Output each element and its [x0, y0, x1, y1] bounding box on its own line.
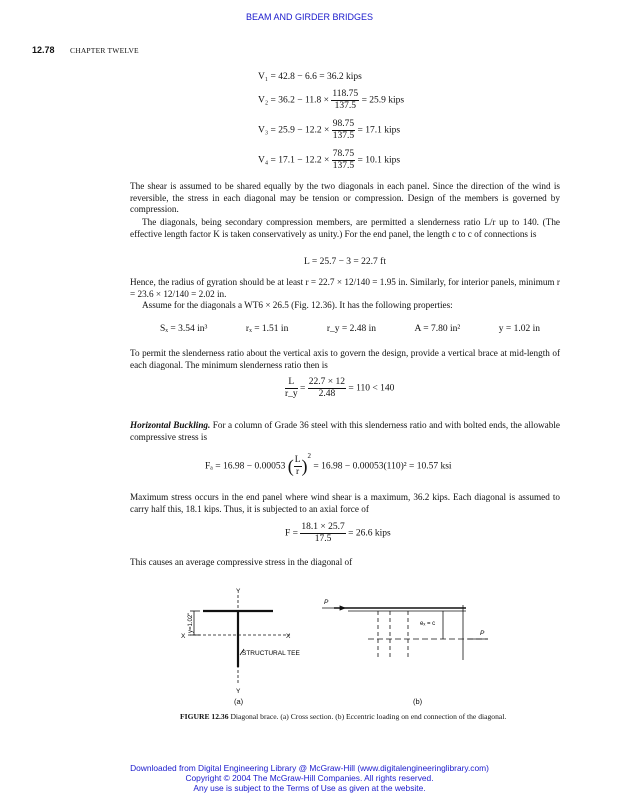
subfigure-a-label: (a) [234, 697, 244, 706]
slenderness-lhs [285, 377, 298, 400]
equation-v1: V₁ = 42.8 − 6.6 = 36.2 kips [258, 72, 362, 82]
paragraph-shear: The shear is assumed to be shared equally by the two diagonals in each panel. Since the direction of the wind is reversible, the stress in each diagonal may be tension or compression. Design of the members is governed by compression. [130, 181, 560, 215]
paragraph-average-stress: This causes an average compressive stress in the diagonal of [130, 557, 353, 567]
property-sx: Sₓ = 3.54 in³ [160, 324, 208, 334]
fa-fraction-num: L [294, 455, 301, 465]
figure-a-cross-section [170, 585, 330, 700]
property-ry: r_y = 2.48 in [326, 324, 377, 334]
f-fraction [300, 522, 345, 545]
v2-result: = 25.9 kips [361, 95, 405, 106]
label-x-right: X [286, 633, 291, 640]
equation-length: L = 25.7 − 3 = 22.7 ft [304, 257, 386, 267]
equation-v2 [258, 89, 404, 112]
f-fraction-num: 18.1 × 25.7 [301, 522, 345, 532]
v4-prefix: V₄ = 17.1 − 12.2 × [258, 155, 330, 166]
figure-caption [180, 712, 510, 722]
f-fraction-den: 17.5 [314, 534, 332, 544]
section-properties [160, 324, 540, 334]
footer-copyright[interactable]: Copyright © 2004 The McGraw-Hill Companies. All rights reserved. [185, 773, 434, 783]
v4-fraction [332, 149, 355, 172]
equation-allowable-stress [205, 451, 452, 478]
v4-denominator: 137.5 [332, 161, 355, 171]
fa-result: = 16.98 − 0.00053(110)² = 10.57 ksi [313, 461, 452, 472]
chapter-title: CHAPTER TWELVE [70, 46, 139, 55]
property-area: A = 7.80 in² [414, 324, 461, 334]
label-p-top: P [324, 599, 329, 606]
equation-axial-force [285, 522, 391, 545]
f-result: = 26.6 kips [348, 528, 391, 539]
tee-label: STRUCTURAL TEE [242, 650, 300, 657]
footer-download-link[interactable]: Downloaded from Digital Engineering Library @ McGraw-Hill (www.digitalengineeringlibrary.com) [130, 763, 489, 773]
dimension-label: y=1.02" [188, 612, 194, 633]
slenderness-lhs-den: r_y [285, 389, 298, 399]
equation-v3 [258, 119, 400, 142]
v2-prefix: V₂ = 36.2 − 11.8 × [258, 95, 330, 106]
label-y-bottom: Y [236, 688, 241, 695]
v2-numerator: 118.75 [332, 89, 359, 99]
page-number: 12.78 [32, 45, 55, 55]
v4-result: = 10.1 kips [357, 155, 401, 166]
running-head: BEAM AND GIRDER BRIDGES [245, 12, 374, 22]
paragraph-gyration: Hence, the radius of gyration should be at least r = 22.7 × 12/140 = 1.95 in. Similarly, for interior panels, minimum r = 23.6 × 12/140 = 2.02 in. [130, 277, 560, 299]
paren-left: ( [287, 456, 294, 476]
paragraph-slenderness: To permit the slenderness ratio about the vertical axis to govern the design, provide a vertical brace at mid-length of each diagonal. The minimum slenderness ratio then is [130, 348, 560, 370]
label-p-right: P [480, 630, 485, 637]
slenderness-rhs [308, 377, 346, 400]
v2-fraction [331, 89, 359, 112]
eccentricity-label: eₓ = c [420, 621, 436, 627]
paragraph-diagonals: The diagonals, being secondary compression members, are permitted a slenderness ratio L/r up to 140. (The effective length factor K is taken conservatively as unity.) For the end panel, the length c to c of connections is [130, 217, 560, 239]
label-y-top: Y [236, 588, 241, 595]
property-rx: rₓ = 1.51 in [245, 324, 289, 334]
v4-numerator: 78.75 [332, 149, 355, 159]
paren-right: ) [301, 456, 308, 476]
label-x-left: X [181, 633, 186, 640]
paragraph-assume: Assume for the diagonals a WT6 × 26.5 (Fig. 12.36). It has the following properties: [142, 300, 453, 310]
slenderness-result: = 110 < 140 [348, 383, 395, 394]
fa-fraction-den: r [296, 467, 300, 477]
slenderness-lhs-num: L [285, 377, 298, 389]
fa-exponent: 2 [307, 451, 312, 460]
property-y: y = 1.02 in [498, 324, 540, 334]
equation-slenderness [285, 377, 394, 400]
paragraph-max-stress: Maximum stress occurs in the end panel where wind shear is a maximum, 36.2 kips. Each diagonal is assumed to carry half this, 18.1 kips. Thus, it is subjected to an axial force of [130, 492, 560, 514]
f-prefix: F = [285, 528, 299, 539]
caption-label: FIGURE 12.36 [180, 712, 229, 721]
equation-v4 [258, 149, 400, 172]
slenderness-rhs-den: 2.48 [318, 389, 336, 399]
v3-result: = 17.1 kips [357, 125, 401, 136]
fa-fraction [294, 455, 302, 478]
paragraph-horizontal-buckling [130, 420, 560, 443]
v3-denominator: 137.5 [332, 131, 355, 141]
horizontal-buckling-text: For a column of Grade 36 steel with this slenderness ratio and with bolted ends, the allowable compressive stress is [130, 420, 560, 442]
v2-denominator: 137.5 [334, 101, 356, 111]
horizontal-buckling-heading: Horizontal Buckling. [130, 420, 211, 430]
subfigure-b-label: (b) [413, 697, 423, 706]
figure-b-eccentric-loading [318, 595, 498, 685]
footer [0, 763, 619, 793]
v3-numerator: 98.75 [332, 119, 355, 129]
equals-sign: = [300, 383, 306, 394]
v3-fraction [332, 119, 355, 142]
fa-prefix: Fₐ = 16.98 − 0.00053 [205, 461, 286, 472]
footer-terms[interactable]: Any use is subject to the Terms of Use as given at the website. [193, 783, 426, 793]
v3-prefix: V₃ = 25.9 − 12.2 × [258, 125, 330, 136]
caption-text: Diagonal brace. (a) Cross section. (b) Eccentric loading on end connection of the diagonal. [230, 712, 507, 721]
slenderness-rhs-num: 22.7 × 12 [308, 377, 346, 387]
